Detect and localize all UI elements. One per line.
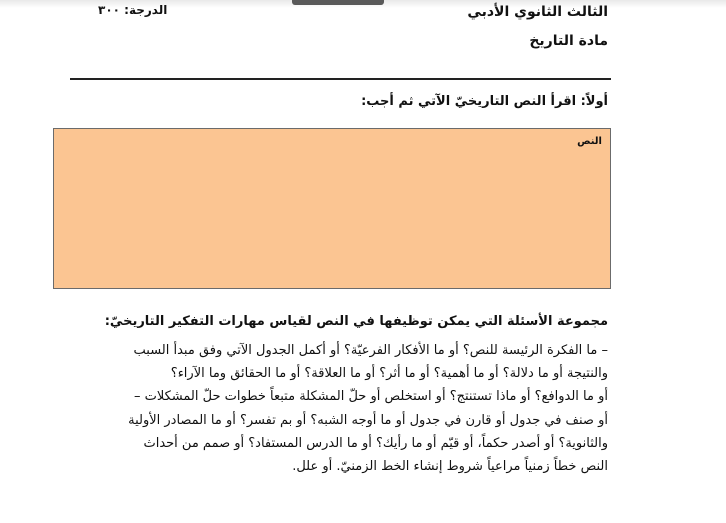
grade-label: الدرجة: ٣٠٠	[98, 3, 168, 17]
question-line: والنتيجة أو ما دلالة؟ أو ما أهمية؟ أو ما أثر؟ أو ما العلاقة؟ أو ما الحقائق وما الآراء؟	[170, 366, 608, 382]
question-line: والثانوية؟ أو أصدر حكماً، أو قيّم أو ما رأيك؟ أو ما الدرس المستفاد؟ أو صمم من أحداث	[143, 435, 608, 451]
toolbar-tab[interactable]	[292, 0, 384, 5]
question-line: أو صنف في جدول أو قارن في جدول أو ما أوجه الشبه؟ أو بم تفسر؟ أو ما المصادر الأولية	[128, 412, 608, 428]
subject-label: مادة التاريخ	[529, 33, 608, 49]
text-box-label: النص	[577, 136, 602, 147]
question-line: النص خطاً زمنياً مراعياً شروط إنشاء الخط الزمنيّ. أو علل.	[292, 459, 608, 475]
separator-line	[70, 78, 611, 80]
question-line: أو ما الدوافع؟ أو ماذا تستنتج؟ أو استخلص أو حلّ المشكلة متبعاً خطوات حلّ المشكلات –	[133, 389, 608, 405]
questions-heading: مجموعة الأسئلة التي يمكن توظيفها في النص لقياس مهارات التفكير التاريخيّ:	[104, 314, 608, 329]
text-box	[53, 128, 611, 289]
question-line: – ما الفكرة الرئيسة للنص؟ أو ما الأفكار الفرعيّة؟ أو أكمل الجدول الآتي وفق مبدأ السبب	[133, 343, 608, 358]
section-one-heading: أولاً: اقرأ النص التاريخيّ الآتي ثم أجب:	[361, 94, 608, 109]
class-label: الثالث الثانوي الأدبي	[467, 4, 608, 20]
questions-body	[90, 339, 608, 478]
